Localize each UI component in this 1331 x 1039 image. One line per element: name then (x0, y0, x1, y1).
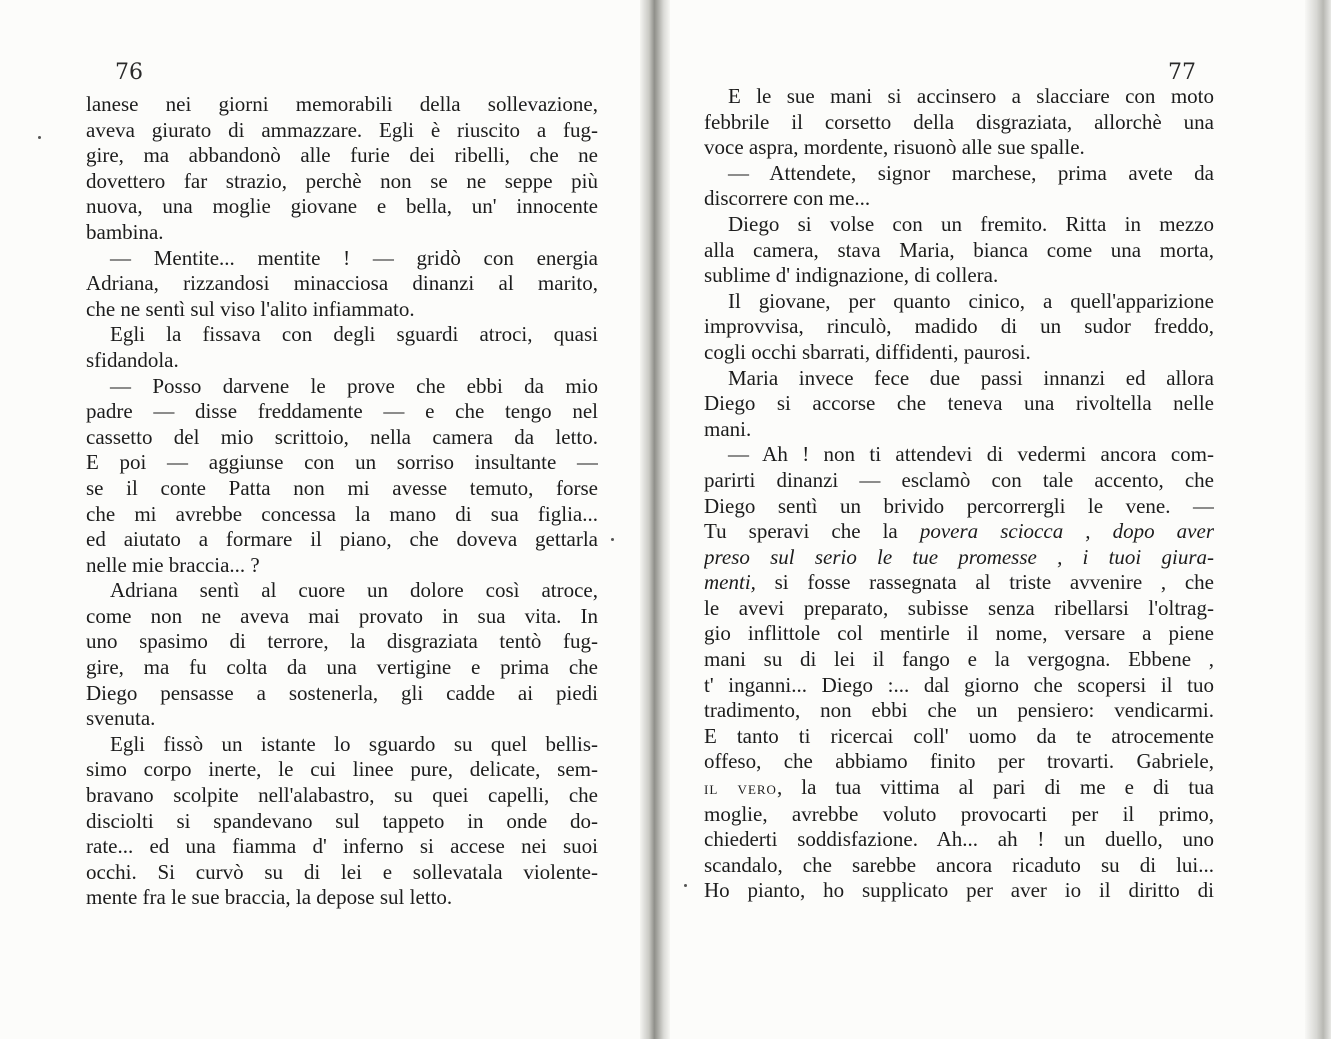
text-line (704, 673, 1214, 699)
line-text: le avevi preparato, subisse senza ribellarsi l'oltrag- (704, 595, 1214, 620)
text-line (704, 186, 1214, 212)
line-text: Diego sentì un brivido percorrergli le vene. — (704, 493, 1214, 518)
text-line (86, 681, 598, 707)
line-text: cassetto del mio scrittoio, nella camera da letto. (86, 424, 598, 449)
text-line (704, 391, 1214, 417)
line-text: cogli occhi sbarrati, diffidenti, paurosi. (704, 339, 1031, 364)
line-text: tradimento, non ebbi che un pensiero: vendicarmi. (704, 698, 1214, 723)
text-line (704, 570, 1214, 596)
paper-speck (611, 538, 614, 541)
right-page-number: 77 (1168, 60, 1196, 85)
text-line (704, 314, 1214, 340)
line-text: che ne sentì sul viso l'alito infiammato. (86, 296, 415, 321)
line-text: si fosse rassegnata al triste avvenire , che (755, 570, 1214, 595)
line-text: Diego si accorse che teneva una rivoltella nelle (704, 391, 1214, 416)
text-line (704, 84, 1214, 110)
line-text: Adriana, rizzandosi minacciosa dinanzi al marito, (86, 271, 598, 296)
text-line (704, 749, 1214, 775)
text-line (704, 212, 1214, 238)
line-text: dovettero far strazio, perchè non se ne seppe più (86, 168, 598, 193)
line-text: Diego si volse con un fremito. Ritta in mezzo (728, 211, 1214, 236)
text-line (704, 853, 1214, 879)
text-line (86, 322, 598, 348)
line-text: come non ne aveva mai provato in sua vita. In (86, 603, 598, 628)
line-text: sublime d' indignazione, di collera. (704, 263, 999, 288)
text-line (86, 655, 598, 681)
text-line (86, 809, 598, 835)
text-line (86, 502, 598, 528)
line-text: chiederti soddisfazione. Ah... ah ! un duello, uno (704, 827, 1214, 852)
text-line (86, 143, 598, 169)
text-line (704, 161, 1214, 187)
text-line (86, 783, 598, 809)
text-line (86, 629, 598, 655)
line-text: Tu speravi che la (704, 519, 920, 544)
text-line (704, 698, 1214, 724)
text-line (704, 545, 1214, 571)
text-line (704, 596, 1214, 622)
paper-speck (684, 884, 687, 887)
line-text: Maria invece fece due passi innanzi ed allora (728, 365, 1214, 390)
text-line (704, 519, 1214, 545)
text-line (86, 169, 598, 195)
text-line (86, 271, 598, 297)
line-text: bravano scolpite nell'alabastro, su quei capelli, che (86, 783, 598, 808)
text-line (86, 527, 598, 553)
line-text: disciolti si spandevano sul tappeto in onde do- (86, 808, 598, 833)
line-text: t' inganni... Diego :... dal giorno che scopersi il tuo (704, 672, 1214, 697)
text-line (86, 860, 598, 886)
text-line (86, 732, 598, 758)
left-page-number: 76 (115, 60, 143, 85)
line-text: E poi — aggiunse con un sorriso insultante — (86, 450, 598, 475)
text-line (86, 604, 598, 630)
line-text: nelle mie braccia... ? (86, 552, 260, 577)
text-line (86, 834, 598, 860)
line-text: Ho pianto, ho supplicato per aver io il diritto di (704, 878, 1214, 903)
line-text: gio inflittole col mentirle il nome, versare a piene (704, 621, 1214, 646)
page-edge-shadow (1305, 0, 1331, 1039)
line-text: svenuta. (86, 706, 156, 731)
line-text: che mi avrebbe concessa la mano di sua figlia... (86, 501, 598, 526)
text-line (86, 348, 598, 374)
line-text: — Attendete, signor marchese, prima avete da (728, 160, 1214, 185)
line-text: offeso, che abbiamo finito per trovarti. Gabriele, (704, 749, 1214, 774)
left-page (0, 0, 648, 1039)
text-line (86, 246, 598, 272)
line-text: mani su di lei il fango e la vergogna. Ebbene , (704, 647, 1214, 672)
line-text: Egli fissò un istante lo sguardo su quel bellis- (110, 731, 598, 756)
text-line (704, 135, 1214, 161)
line-text: scandalo, che sarebbe ancora ricaduto su di lui... (704, 852, 1214, 877)
text-line (86, 578, 598, 604)
line-text: parirti dinanzi — esclamò con tale accento, che (704, 467, 1214, 492)
text-line (704, 775, 1214, 802)
line-text: se il conte Patta non mi avesse temuto, forse (86, 475, 598, 500)
line-text: padre — disse freddamente — e che tengo nel (86, 399, 598, 424)
text-line (86, 194, 598, 220)
line-text: occhi. Si curvò su di lei e sollevatala violente- (86, 859, 598, 884)
text-line (86, 706, 598, 732)
text-line (704, 366, 1214, 392)
text-line (704, 468, 1214, 494)
text-line (704, 289, 1214, 315)
line-text: mani. (704, 416, 752, 441)
line-text: lanese nei giorni memorabili della sollevazione, (86, 92, 598, 116)
text-line (704, 621, 1214, 647)
text-line (86, 118, 598, 144)
text-line (704, 827, 1214, 853)
line-text: gire, ma abbandonò alle furie dei ribelli, che ne (86, 143, 598, 168)
italic-text: preso sul serio le tue promesse , i tuoi giura- (704, 544, 1214, 569)
text-line (86, 450, 598, 476)
text-line (86, 553, 598, 579)
line-text: febbrile il corsetto della disgraziata, allorchè una (704, 109, 1214, 134)
text-line (86, 297, 598, 323)
line-text: voce aspra, mordente, risuonò alle sue spalle. (704, 135, 1085, 160)
line-text: sfidandola. (86, 347, 179, 372)
line-text: mente fra le sue braccia, la depose sul letto. (86, 885, 453, 910)
line-text: E tanto ti ricercai coll' uomo da te atrocemente (704, 723, 1214, 748)
line-text: Adriana sentì al cuore un dolore così atroce, (110, 578, 598, 603)
line-text: moglie, avrebbe voluto provocarti per il primo, (704, 801, 1214, 826)
line-text: rate... ed una fiamma d' inferno si accese nei suoi (86, 834, 598, 859)
line-text: improvvisa, rinculò, madido di un sudor freddo, (704, 314, 1214, 339)
line-text: aveva giurato di ammazzare. Egli è riuscito a fug- (86, 117, 598, 142)
text-line (86, 374, 598, 400)
text-line (86, 425, 598, 451)
book-gutter (640, 0, 670, 1039)
line-text: Il giovane, per quanto cinico, a quell'apparizione (728, 288, 1214, 313)
text-line (704, 340, 1214, 366)
text-line (86, 476, 598, 502)
line-text: Egli la fissava con degli sguardi atroci, quasi (110, 322, 598, 347)
paper-speck (38, 136, 41, 139)
line-text: alla camera, stava Maria, bianca come una morta, (704, 237, 1214, 262)
text-line (704, 417, 1214, 443)
line-text: simo corpo inerte, le cui linee pure, delicate, sem- (86, 757, 598, 782)
line-text: discorrere con me... (704, 186, 871, 211)
line-text: — Posso darvene le prove che ebbi da mio (110, 373, 598, 398)
line-text: nuova, una moglie giovane e bella, un' innocente (86, 194, 598, 219)
text-line (704, 647, 1214, 673)
text-line (86, 399, 598, 425)
italic-text: menti, (704, 570, 756, 595)
line-text: — Ah ! non ti attendevi di vedermi ancora com- (728, 442, 1214, 467)
text-line (86, 757, 598, 783)
text-line (704, 878, 1214, 904)
line-text: ed aiutato a formare il piano, che doveva gettarla (86, 527, 598, 552)
line-text: E le sue mani si accinsero a slacciare con moto (728, 84, 1214, 108)
text-line (704, 494, 1214, 520)
text-line (704, 238, 1214, 264)
text-line (704, 802, 1214, 828)
left-page-text (86, 92, 598, 911)
text-line (704, 724, 1214, 750)
text-line (704, 110, 1214, 136)
line-text: gire, ma fu colta da una vertigine e prima che (86, 655, 598, 680)
right-page-text (704, 84, 1214, 904)
line-text: bambina. (86, 219, 164, 244)
line-text: Diego pensasse a sostenerla, gli cadde ai piedi (86, 680, 598, 705)
right-page (660, 0, 1331, 1039)
text-line (86, 220, 598, 246)
italic-text: povera sciocca , dopo aver (919, 519, 1214, 544)
text-line (704, 263, 1214, 289)
text-line (704, 442, 1214, 468)
smallcaps-text: il vero (704, 778, 777, 799)
text-line (86, 885, 598, 911)
line-text: , la tua vittima al pari di me e di tua (776, 775, 1214, 800)
line-text: — Mentite... mentite ! — gridò con energia (110, 245, 598, 270)
line-text: uno spasimo di terrore, la disgraziata tentò fug- (86, 629, 598, 654)
text-line (86, 92, 598, 118)
